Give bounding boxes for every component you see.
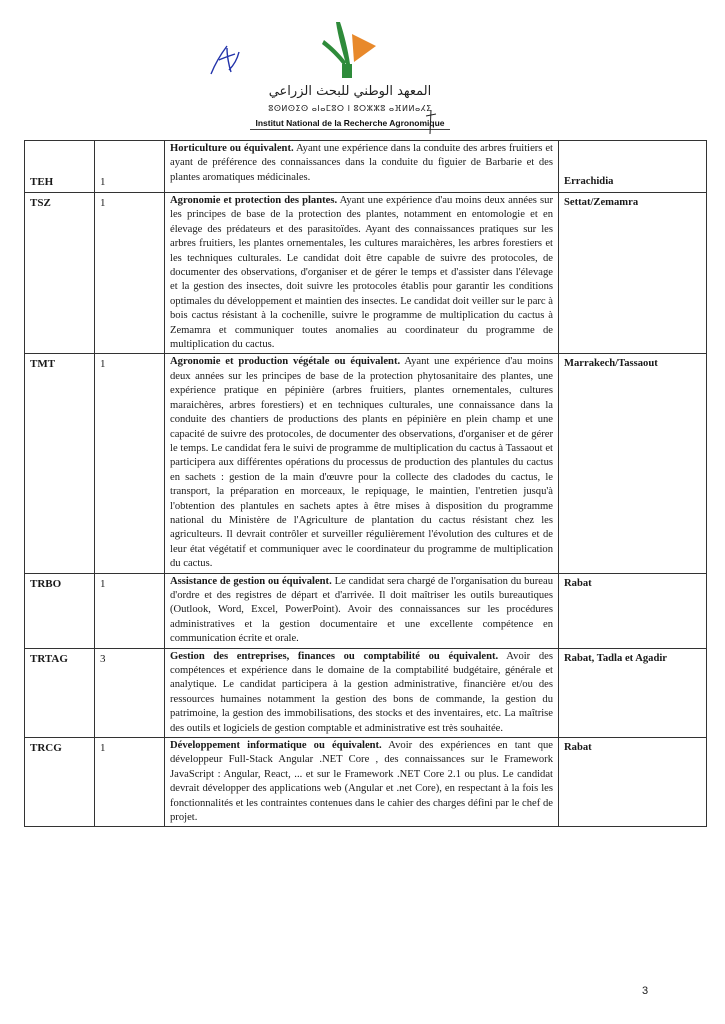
position-text: Ayant une expérience dans la conduite des arbres fruitiers et ayant de préférence des connaissances dans la conduite du figuier de Barbarie et des plantes aromatiques médicinales.	[170, 143, 553, 183]
position-count: 1	[95, 573, 165, 648]
table-row	[25, 573, 707, 648]
position-text: Le candidat sera chargé de l'organisation du bureau d'ordre et des registres de départ et d'arrivée. Il doit maîtriser les outils bureautiques (Outlook, Word, Excel, PowerPoint). Avoir des connaissances sur les procédures administratives et la gestion documentaire et une excellente compétence en communication écrite et orale.	[170, 575, 554, 645]
table-row	[25, 354, 707, 573]
institute-name-arabic: المعهد الوطني للبحث الزراعي	[268, 84, 432, 99]
position-title: Gestion des entreprises, finances ou comptabilité ou équivalent.	[170, 650, 499, 662]
position-text: Ayant une expérience d'au moins deux années sur les principes de base de la protection des plantes, notamment en entomologie et en élevage des prédateurs et des parasitoïdes. Ayant des connaissances pratiques sur les arbres fruitiers, les plantes ornementales, les cultures maraichères, les arbres forestiers et les techniques culturales. Le candidat doit être capable de suivre des protocoles, de documenter des observations, d'organiser et de gérer le temps et d'assister dans l'élevage et la gestion des insectes, doit suivre les protocoles établis pour garantir les conditions optimales du développement et maintien des insectes. Le candidat doit veiller sur le parc à bois cactus résistant à la cochenille, suivre le programme de multiplication du cactus à Zemamra et communiquer toutes anomalies au coordinateur du programme de multiplication du cactus.	[170, 195, 553, 351]
position-text: Avoir des compétences et expérience dans le domaine de la comptabilité budgétaire, générale et analytique. Le candidat participera à la gestion administrative, financière et/ou des ressources humaines notamment la gestion des bons de commande, la gestion du patrimoine, la gestion des immobilisations, des stocks et des inventaires, etc. La maîtrise des outils et logiciels de gestion comptable et administrative est très souhaitée.	[170, 650, 553, 734]
position-count: 1	[95, 354, 165, 573]
position-code: TRTAG	[25, 648, 95, 737]
position-code: TRBO	[25, 573, 95, 648]
position-title: Agronomie et protection des plantes.	[170, 195, 338, 206]
institute-name-tifinagh: ⵓⵙⵍⵙⵉⵙ ⴰⵏⴰⵎⵓⵔ ⵏ ⵓⵔⵣⵣⵓ ⴰⴼⵍⵍⴰⵃⵉ	[268, 104, 432, 113]
position-description	[165, 648, 559, 737]
position-description	[165, 738, 559, 827]
position-title: Développement informatique ou équivalent.	[170, 740, 382, 752]
position-location: Rabat	[559, 573, 707, 648]
signature-initials-icon	[205, 40, 245, 80]
position-code: TEH	[25, 141, 95, 193]
position-code: TMT	[25, 354, 95, 573]
letterhead	[0, 0, 725, 140]
table-row	[25, 738, 707, 827]
position-description	[165, 573, 559, 648]
position-location: Rabat	[559, 738, 707, 827]
position-count: 1	[95, 193, 165, 354]
position-description	[165, 141, 559, 193]
table-row	[25, 193, 707, 354]
signature-mark-icon	[424, 110, 438, 136]
table-row	[25, 648, 707, 737]
position-title: Assistance de gestion ou équivalent.	[170, 575, 332, 587]
position-text: Avoir des expériences en tant que développeur Full-Stack Angular .NET Core , des connaissances sur le Framework JavaScript : Angular, React, ... et sur le Framework .NET Core 2.1 ou plus. Le candidat devrait développer des applications web (Angular et .net Core), en respectant à la fois les fonctionnalités et les contraintes contenues dans le cahier des charges défini par le chef de projet.	[170, 740, 553, 824]
positions-table	[24, 140, 707, 827]
institute-name: Institut National de la Recherche Agronomique	[250, 118, 450, 130]
page-number: 3	[642, 985, 649, 997]
position-title: Horticulture ou équivalent.	[170, 143, 294, 154]
position-text: Ayant une expérience d'au moins deux années sur les principes de base de la protection phytosanitaire des plantes, une expérience pratique en pépinière (arbres fruitiers, plantes ornementales, cultures maraichères, arbres forestiers) et en techniques culturales, une connaissance dans la conduite des chantiers de productions des plants en pépinière en plein champ et une capacité de suivre des protocoles, de documenter des observations, d'organiser et de gérer le temps. Le candidat fera le suivi de programme de multiplication du cactus à Tassaout et participera aux différentes opérations du processus de production des plantules du cactus en sachets : gestion de la main d'œuvre pour la collecte des cladodes du cactus, le transport, la préparation en morceaux, le repiquage, le maintien, l'entretien jusqu'à l'obtention des plantules en sachets aptes à être mises à disposition du programme national du Ministère de l'Agriculture de plantation du cactus résistant chez les agriculteurs. Il devrait contrôler et surveiller régulièrement l'évolution des cultures et de leur état végétatif et communiquer avec le coordinateur du programme de multiplication du cactus.	[170, 356, 553, 570]
position-title: Agronomie et production végétale ou équivalent.	[170, 356, 401, 368]
position-code: TRCG	[25, 738, 95, 827]
position-location: Rabat, Tadla et Agadir	[559, 648, 707, 737]
table-row	[25, 141, 707, 193]
position-description	[165, 193, 559, 354]
position-count: 1	[95, 738, 165, 827]
position-location: Marrakech/Tassaout	[559, 354, 707, 573]
position-code: TSZ	[25, 193, 95, 354]
position-description	[165, 354, 559, 573]
position-count: 1	[95, 141, 165, 193]
position-location: Errachidia	[559, 141, 707, 193]
position-location: Settat/Zemamra	[559, 193, 707, 354]
inra-logo-icon	[318, 18, 378, 80]
position-count: 3	[95, 648, 165, 737]
